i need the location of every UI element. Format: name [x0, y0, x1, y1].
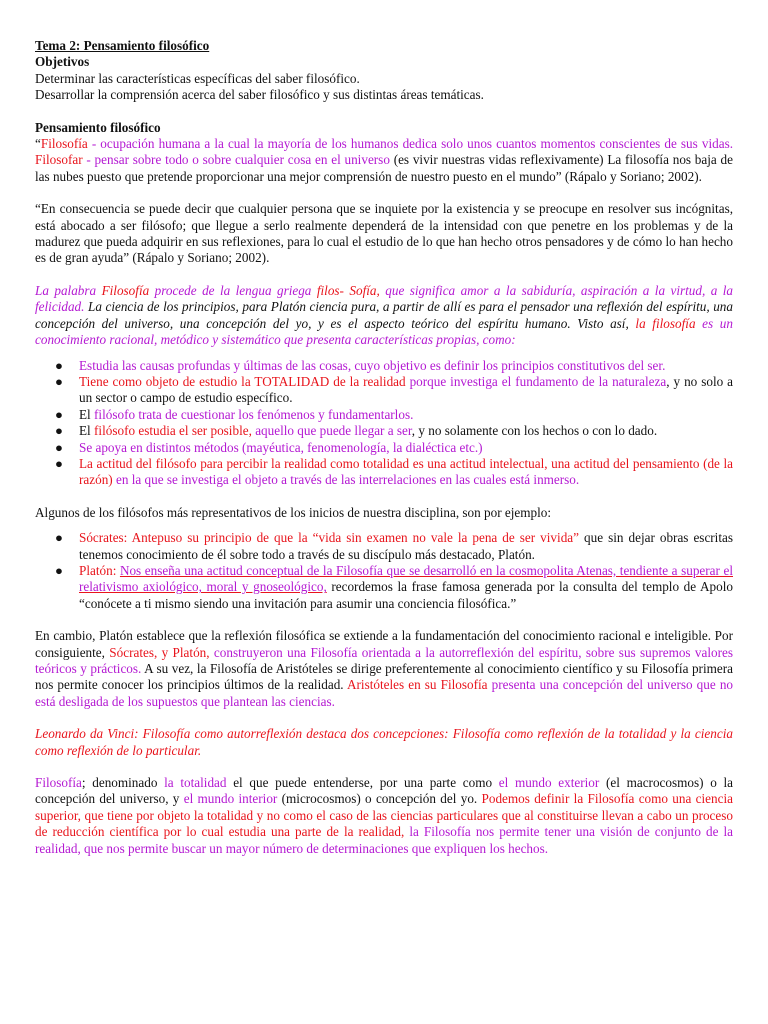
document-page [35, 38, 733, 857]
bullet-icon: ● [55, 562, 63, 578]
paragraph-filosofos-intro: Algunos de los filósofos más representativos de los inicios de nuestra disciplina, son por ejemplo: [35, 504, 552, 520]
objetivos-heading: Objetivos [35, 54, 90, 70]
bullet-icon: ● [55, 357, 63, 373]
paragraph-consecuencia: “En consecuencia se puede decir que cualquier persona que se inquiete por la existencia y se preocupe en resolver sus incógnitas, está abocado a ser filósofo; que llegue a serlo realmente dependerá de la intensidad con que penetre en los problemas y de la madurez que pueda adquirir en sus reflexiones, para lo cual el estudio de lo que han hecho otros pensadores y de cómo lo han hecho es de gran ayuda” (Rápalo y Soriano; 2002). [35, 201, 733, 266]
bullet-icon: ● [55, 373, 63, 389]
objetivo-1: Determinar las características específicas del saber filosófico. [35, 70, 360, 86]
bullet-icon: ● [55, 439, 63, 455]
paragraph-totalidad: Filosofía; denominado la totalidad el que puede entenderse, por una parte como el mundo exterior (el macrocosmos) o la concepción del universo, y el mundo interior (microcosmos) o concepción del yo. Podemos definir la Filosofía como una ciencia superior, que tiene por objeto la totalidad y no como el caso de las ciencias particulares que al constituirse llevan a cabo un proceso de reducción científica por lo cual estudia una parte de la realidad, la Filosofía nos permite tener una visión de conjunto de la realidad, que nos permite buscar un mayor número de determinaciones que expliquen los hechos. [35, 775, 733, 856]
paragraph-palabra-filosofia: La palabra Filosofía procede de la lengua griega filos- Sofía, que significa amor a la sabiduría, aspiración a la virtud, a la felicidad. La ciencia de los principios, para Platón ciencia pura, a partir de allí es para el pensador una reflexión del espíritu, una concepción del universo, una concepción del yo, y es el aspecto teórico del espíritu humano. Visto así, la filosofía es un conocimiento racional, metódico y sistemático que presenta características propias, como: [35, 282, 734, 348]
philosophers-list [35, 530, 733, 612]
section-heading: Pensamiento filosófico [35, 119, 161, 135]
paragraph-leonardo: Leonardo da Vinci: Filosofía como autorreflexión destaca dos concepciones: Filosofía como reflexión de la totalidad y la ciencia como reflexión de lo particular. [35, 726, 733, 758]
list-item: ● Se apoya en distintos métodos (mayéutica, fenomenología, la dialéctica etc.) [55, 439, 483, 455]
list-item: ● Platón: Nos enseña una actitud conceptual de la Filosofía que se desarrolló en la cosmopolita Atenas, tendiente a superar el relativismo axiológico, moral y gnoseológico, recordemos la frase famosa generada por la consulta del templo de Apolo “conócete a ti mismo siendo una invitación para asumir una conciencia filosófica.” [55, 562, 733, 611]
bullet-icon: ● [55, 423, 63, 439]
document-title: Tema 2: Pensamiento filosófico [35, 38, 210, 53]
list-item: ● La actitud del filósofo para percibir la realidad como totalidad es una actitud intelectual, una actitud del pensamiento (de la razón) en la que se investiga el objeto a través de las interrelaciones en las cuales está inmerso. [55, 455, 733, 488]
list-item: ● El filósofo estudia el ser posible, aquello que puede llegar a ser, y no solamente con los hechos o con lo dado. [55, 423, 658, 439]
bullet-icon: ● [55, 530, 63, 546]
paragraph-platon: En cambio, Platón establece que la reflexión filosófica se extiende a la fundamentación del conocimiento racional e inteligible. Por consiguiente, Sócrates, y Platón, construyeron una Filosofía orientada a la autorreflexión del espíritu, sobre sus supremos valores teóricos y prácticos. A su vez, la Filosofía de Aristóteles se dirige preferentemente al conocimiento científico y su Filosofía primera nos permite conocer los principios últimos de la realidad. Aristóteles en su Filosofía presenta una concepción del universo que no está desligada de los supuestos que plantean las ciencias. [35, 628, 734, 709]
objetivo-2: Desarrollar la comprensión acerca del saber filosófico y sus distintas áreas temáticas. [35, 87, 484, 103]
list-item: ● El filósofo trata de cuestionar los fenómenos y fundamentarlos. [55, 406, 414, 422]
characteristics-list [35, 358, 733, 489]
list-item: ● Estudia las causas profundas y últimas de las cosas, cuyo objetivo es definir los principios constitutivos del ser. [55, 357, 666, 373]
paragraph-filosofia-definition: “Filosofía - ocupación humana a la cual la mayoría de los humanos dedica solo unos cuantos momentos conscientes de sus vidas. Filosofar - pensar sobre todo o sobre cualquier cosa en el universo (es vivir nuestras vidas reflexivamente) La filosofía nos baja de las nubes puesto que pretende proporcionar una mejor comprensión de nuestro puesto en el mundo” (Rápalo y Soriano; 2002). [35, 136, 733, 184]
bullet-icon: ● [55, 406, 63, 422]
list-item: ● Tiene como objeto de estudio la TOTALIDAD de la realidad porque investiga el fundamento de la naturaleza, y no solo a un sector o campo de estudio específico. [55, 373, 734, 406]
list-item: ● Sócrates: Antepuso su principio de que la “vida sin examen no vale la pena de ser vivida” que sin dejar obras escritas tenemos conocimiento de él sobre todo a través de su discípulo más destacado, Platón. [55, 530, 733, 562]
bullet-icon: ● [55, 455, 63, 471]
